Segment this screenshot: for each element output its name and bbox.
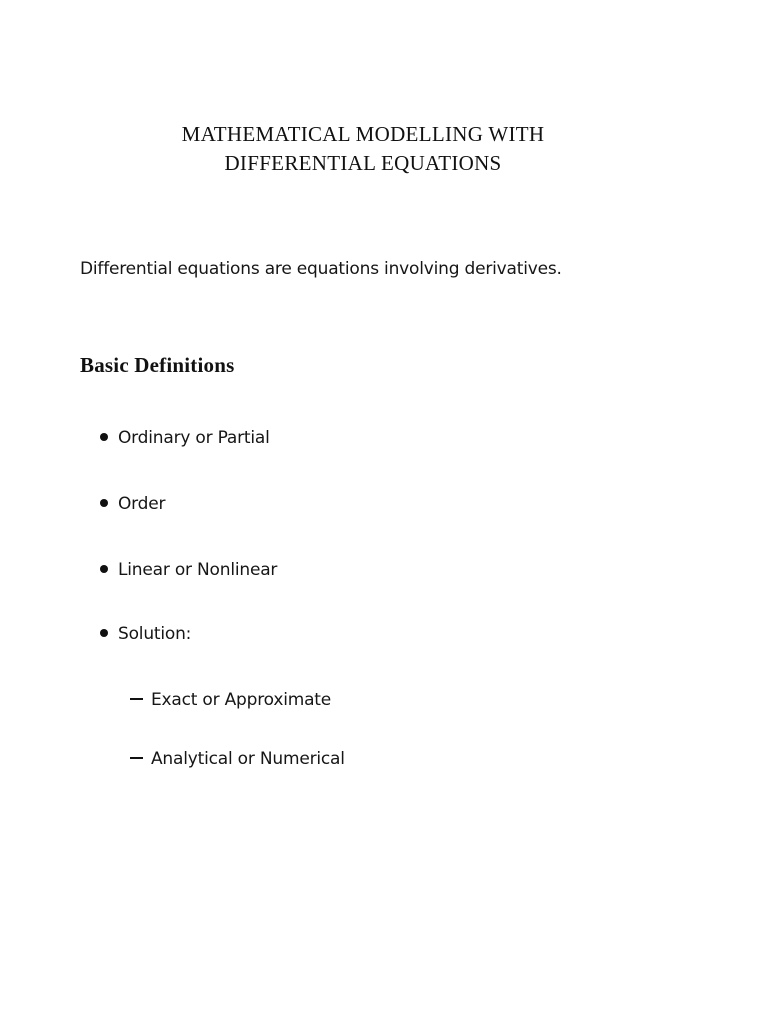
list-item xyxy=(100,428,270,448)
list-item-label: Ordinary or Partial xyxy=(118,428,270,448)
list-item-label: Order xyxy=(118,494,166,514)
bullet-icon xyxy=(100,433,108,441)
document-title xyxy=(0,120,726,178)
dash-icon xyxy=(130,757,143,759)
sub-list-item-label: Exact or Approximate xyxy=(151,690,332,710)
sub-list-item xyxy=(130,749,345,769)
dash-icon xyxy=(130,698,143,700)
intro-paragraph: Differential equations are equations involving derivatives. xyxy=(80,259,562,279)
list-item-label: Linear or Nonlinear xyxy=(118,560,278,580)
bullet-icon xyxy=(100,499,108,507)
title-line-1: MATHEMATICAL MODELLING WITH xyxy=(181,122,545,146)
sub-list-item xyxy=(130,690,331,710)
sub-list-item-label: Analytical or Numerical xyxy=(151,749,345,769)
bullet-icon xyxy=(100,565,108,573)
bullet-icon xyxy=(100,629,108,637)
section-heading: Basic Definitions xyxy=(80,353,235,377)
list-item xyxy=(100,624,191,644)
title-line-2: DIFFERENTIAL EQUATIONS xyxy=(224,151,502,175)
list-item xyxy=(100,560,277,580)
list-item-label: Solution: xyxy=(118,624,192,644)
list-item xyxy=(100,494,165,514)
